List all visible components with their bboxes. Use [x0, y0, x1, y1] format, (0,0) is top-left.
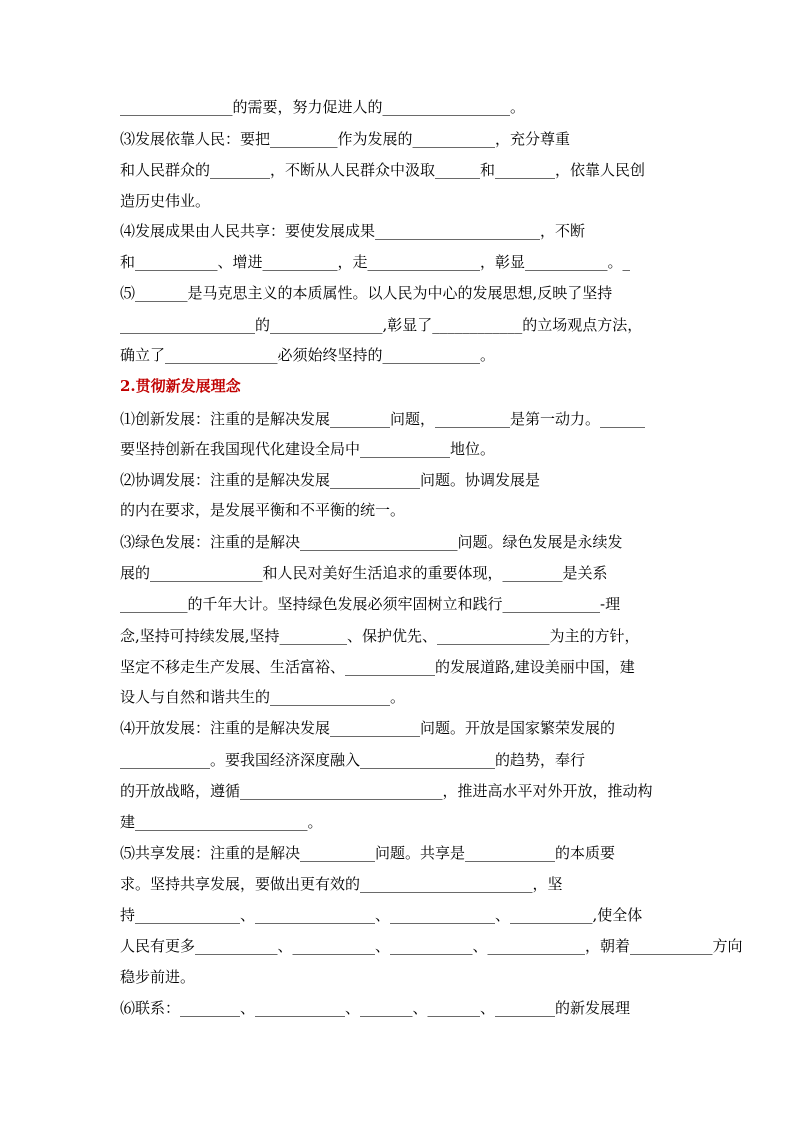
line-30: ⑹联系：________、____________、_______、_______、________的新发展理	[120, 999, 631, 1017]
line-22: ____________。要我国经济深度融入__________________的趋势，奉行	[120, 751, 586, 769]
line-20: 设人与自然和谐共生的________________。	[120, 688, 406, 706]
line-29: 稳步前进。	[120, 968, 196, 986]
line-14: 的内在要求，是发展平衡和不平衡的统一。	[120, 501, 406, 519]
line-2: ⑶发展依靠人民：要把_________作为发展的___________，充分尊重	[120, 130, 571, 148]
line-18: 念,坚持可持续发展,坚持_________、保护优先、_______________为主的方针，	[120, 627, 640, 645]
line-11: ⑴创新发展：注重的是解决发展________问题，__________是第一动力。______	[120, 410, 646, 428]
line-17: _________的千年大计。坚持绿色发展必须牢固树立和践行_____________-理	[120, 595, 621, 613]
line-8: __________________的_______________,彰显了____________的立场观点方法，	[120, 316, 643, 334]
line-19: 坚定不移走生产发展、生活富裕、____________的发展道路,建设美丽中国，建	[120, 658, 635, 676]
line-23: 的开放战略，遵循___________________________，推进高水平对外开放，推动构	[120, 782, 653, 800]
line-27: 持______________、________________、______________、___________,使全体	[120, 906, 643, 924]
line-21: ⑷开放发展：注重的是解决发展____________问题。开放是国家繁荣发展的	[120, 719, 616, 737]
line-6: 和___________、增进__________，走_______________，彰显___________。_	[120, 253, 631, 271]
line-26: 求。坚持共享发展，要做出更有效的_______________________，坚	[120, 875, 563, 893]
line-3: 和人民群众的________，不断从人民群众中汲取______和________，依靠人民创	[120, 161, 646, 179]
line-16: 展的_______________和人民对美好生活追求的重要体现，________是关系	[120, 564, 608, 582]
line-1: _______________的需要，努力促进人的_________________。	[120, 98, 526, 116]
line-13: ⑵协调发展：注重的是解决发展____________问题。协调发展是	[120, 471, 541, 489]
line-5: ⑷发展成果由人民共享：要使发展成果______________________，不断	[120, 222, 586, 240]
line-12: 要坚持创新在我国现代化建设全局中____________地位。	[120, 440, 496, 458]
line-7: ⑸_______是马克思主义的本质属性。以人民为中心的发展思想,反映了坚持	[120, 284, 613, 302]
section-heading: 2.贯彻新发展理念	[120, 377, 241, 395]
line-15: ⑶绿色发展：注重的是解决_____________________问题。绿色发展是永续发	[120, 533, 623, 551]
line-25: ⑸共享发展：注重的是解决__________问题。共享是____________的本质要	[120, 844, 616, 862]
line-9: 确立了_______________必须始终坚持的_____________。	[120, 346, 496, 364]
line-28: 人民有更多___________、___________、___________、_____________，朝着___________方向	[120, 937, 743, 955]
line-24: 建_______________________。	[120, 813, 323, 831]
line-4: 造历史伟业。	[120, 192, 211, 210]
